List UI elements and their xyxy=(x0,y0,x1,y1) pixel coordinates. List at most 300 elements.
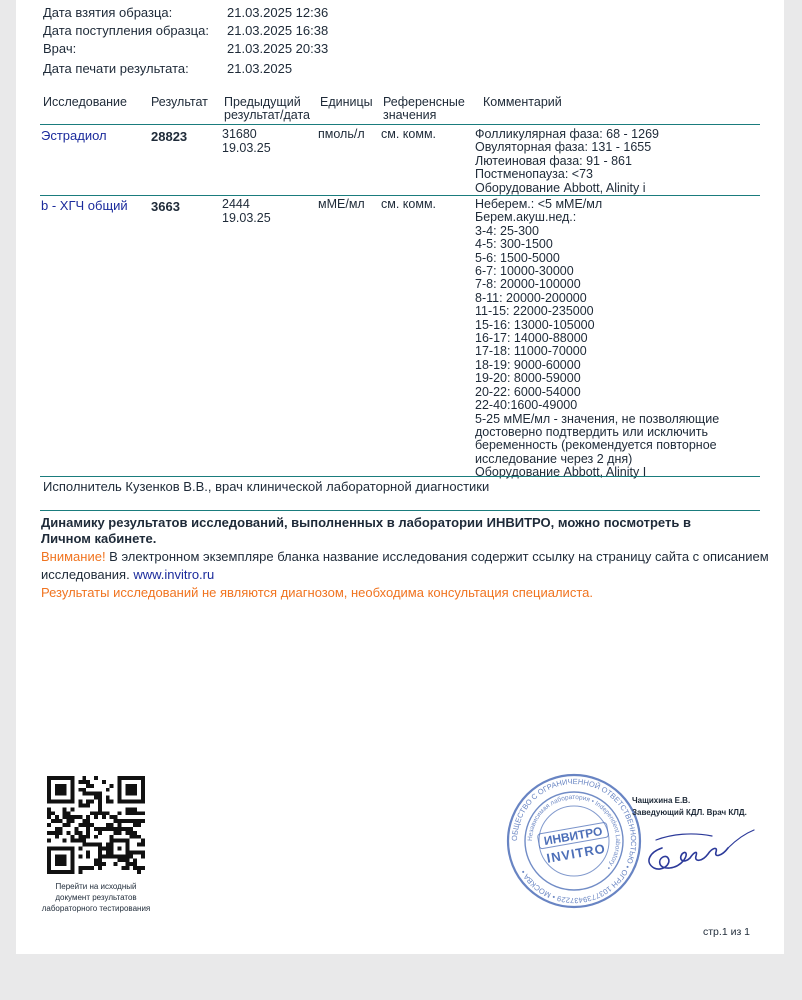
qr-module xyxy=(71,776,75,780)
qr-module xyxy=(82,835,86,839)
qr-module xyxy=(141,792,145,796)
qr-module xyxy=(98,803,102,807)
qr-module xyxy=(90,811,94,815)
qr-module xyxy=(51,776,55,780)
qr-module xyxy=(133,792,137,796)
qr-module xyxy=(106,788,110,792)
qr-caption-line: Перейти на исходный xyxy=(55,882,137,891)
qr-module xyxy=(86,803,90,807)
qr-module xyxy=(71,839,75,843)
header-result: Результат xyxy=(151,95,208,109)
qr-module xyxy=(78,847,82,851)
qr-module xyxy=(78,800,82,804)
qr-module xyxy=(55,835,59,839)
qr-module xyxy=(51,800,55,804)
qr-module xyxy=(67,870,71,874)
comment-block xyxy=(475,198,719,480)
qr-module xyxy=(110,843,114,847)
qr-module xyxy=(55,815,59,819)
qr-module xyxy=(133,784,137,788)
qr-module xyxy=(133,866,137,870)
qr-module xyxy=(110,800,114,804)
qr-module xyxy=(71,807,75,811)
qr-module xyxy=(125,800,129,804)
qr-module xyxy=(55,831,59,835)
qr-module xyxy=(71,780,75,784)
qr-module xyxy=(71,800,75,804)
qr-module xyxy=(59,784,63,788)
qr-module xyxy=(47,776,51,780)
qr-module xyxy=(114,819,118,823)
comment-line: 11-15: 22000-235000 xyxy=(475,304,594,319)
disclaimer-text: Результаты исследований не являются диагнозом, необходима консультация специалиста. xyxy=(41,585,593,600)
qr-module xyxy=(137,843,141,847)
qr-module xyxy=(121,866,125,870)
qr-module xyxy=(94,843,98,847)
qr-module xyxy=(98,807,102,811)
attention-line-1 xyxy=(41,548,769,566)
qr-module xyxy=(63,870,67,874)
qr-module xyxy=(82,776,86,780)
qr-module xyxy=(55,854,59,858)
qr-module xyxy=(102,827,106,831)
qr-module xyxy=(71,819,75,823)
qr-module xyxy=(47,792,51,796)
qr-module xyxy=(94,815,98,819)
qr-module xyxy=(125,788,129,792)
qr-module xyxy=(55,847,59,851)
qr-module xyxy=(98,792,102,796)
qr-module xyxy=(63,788,67,792)
qr-module xyxy=(90,800,94,804)
qr-module xyxy=(118,858,122,862)
attention-text: В электронном экземпляре бланка название исследования содержит ссылку на страницу сайта с описанием xyxy=(105,549,769,564)
qr-module xyxy=(47,780,51,784)
qr-module xyxy=(86,854,90,858)
qr-module xyxy=(137,850,141,854)
qr-module xyxy=(121,819,125,823)
qr-module xyxy=(55,819,59,823)
qr-module xyxy=(78,831,82,835)
qr-module xyxy=(118,784,122,788)
qr-module xyxy=(86,866,90,870)
qr-module xyxy=(129,862,133,866)
qr-module xyxy=(82,788,86,792)
qr-module xyxy=(110,847,114,851)
qr-module xyxy=(137,823,141,827)
qr-module xyxy=(59,858,63,862)
invitro-stamp xyxy=(503,770,645,912)
header-comment: Комментарий xyxy=(483,95,562,109)
qr-module xyxy=(114,831,118,835)
qr-module xyxy=(86,843,90,847)
qr-module xyxy=(78,780,82,784)
reference: см. комм. xyxy=(381,127,437,141)
comment-line: достоверно подтвердить или исключить xyxy=(475,424,709,439)
qr-module xyxy=(63,800,67,804)
qr-module xyxy=(98,843,102,847)
qr-module xyxy=(47,858,51,862)
qr-module xyxy=(106,811,110,815)
qr-module xyxy=(59,776,63,780)
qr-module xyxy=(86,780,90,784)
qr-module xyxy=(67,823,71,827)
comment-line: 16-17: 14000-88000 xyxy=(475,331,588,346)
qr-module xyxy=(129,776,133,780)
qr-module xyxy=(129,854,133,858)
qr-module xyxy=(102,780,106,784)
qr-module xyxy=(141,780,145,784)
previous-value: 31680 xyxy=(222,127,257,141)
qr-module xyxy=(98,866,102,870)
qr-module xyxy=(63,784,67,788)
qr-module xyxy=(71,862,75,866)
doctor-label: Врач: xyxy=(43,41,77,56)
qr-module xyxy=(133,858,137,862)
qr-module xyxy=(125,850,129,854)
qr-module xyxy=(137,866,141,870)
stamp-brand-en: INVITRO xyxy=(545,840,607,866)
qr-module xyxy=(125,843,129,847)
sample-received-value: 21.03.2025 16:38 xyxy=(227,23,329,38)
header-reference-2: значения xyxy=(383,108,437,122)
qr-module xyxy=(118,839,122,843)
header-study: Исследование xyxy=(43,95,127,109)
stamp-ring-text: ОБЩЕСТВО С ОГРАНИЧЕННОЙ ОТВЕТСТВЕННОСТЬЮ • ОГРН 1037739437229 • МОСКВА • xyxy=(509,776,639,906)
qr-module xyxy=(125,862,129,866)
header-reference-1: Референсные xyxy=(383,95,465,109)
qr-module xyxy=(125,792,129,796)
comment-line: 5-25 мМЕ/мл - значения, не позволяющие xyxy=(475,411,720,426)
qr-module xyxy=(110,827,114,831)
qr-module xyxy=(118,780,122,784)
qr-module xyxy=(133,835,137,839)
qr-module xyxy=(94,858,98,862)
qr-module xyxy=(129,811,133,815)
qr-module xyxy=(94,862,98,866)
qr-module xyxy=(125,839,129,843)
qr-module xyxy=(118,800,122,804)
qr-module xyxy=(63,815,67,819)
qr-module xyxy=(133,831,137,835)
qr-module xyxy=(137,819,141,823)
qr-module xyxy=(98,862,102,866)
sample-taken-label: Дата взятия образца: xyxy=(43,5,173,20)
qr-code-image[interactable] xyxy=(47,776,145,874)
qr-module xyxy=(55,800,59,804)
qr-module xyxy=(141,819,145,823)
dynamics-line-2: Личном кабинете. xyxy=(41,531,157,546)
qr-module xyxy=(78,815,82,819)
qr-module xyxy=(141,839,145,843)
header-units: Единицы xyxy=(320,95,373,109)
comment-line: Неберем.: <5 мМЕ/мл xyxy=(475,197,603,211)
qr-module xyxy=(114,827,118,831)
qr-module xyxy=(63,776,67,780)
qr-module xyxy=(63,847,67,851)
qr-module xyxy=(55,776,59,780)
qr-module xyxy=(47,862,51,866)
qr-module xyxy=(67,847,71,851)
comment-line: Овуляторная фаза: 131 - 1655 xyxy=(475,140,652,155)
qr-module xyxy=(137,776,141,780)
qr-module xyxy=(125,827,129,831)
qr-module xyxy=(71,784,75,788)
print-date-label: Дата печати результата: xyxy=(43,61,189,76)
qr-module xyxy=(141,800,145,804)
comment-line: 15-16: 13000-105000 xyxy=(475,317,595,332)
qr-module xyxy=(110,835,114,839)
qr-module xyxy=(63,792,67,796)
qr-module xyxy=(125,776,129,780)
qr-module xyxy=(59,827,63,831)
stamp-inner-text: Независимая лаборатория • Independent Laboratory • xyxy=(526,793,622,871)
comment-block xyxy=(475,128,659,195)
qr-module xyxy=(125,866,129,870)
dynamics-line-1: Динамику результатов исследований, выполненных в лаборатории ИНВИТРО, можно посмотреть в xyxy=(41,515,691,530)
attention-label: Внимание! xyxy=(41,549,106,564)
qr-module xyxy=(63,839,67,843)
qr-module xyxy=(98,827,102,831)
comment-line: беременность (рекомендуется повторное xyxy=(475,438,717,453)
qr-module xyxy=(67,819,71,823)
qr-module xyxy=(137,870,141,874)
comment-line: Фолликулярная фаза: 68 - 1269 xyxy=(475,127,659,141)
qr-module xyxy=(63,823,67,827)
qr-module xyxy=(51,847,55,851)
qr-module xyxy=(59,788,63,792)
qr-module xyxy=(63,858,67,862)
comment-line: 8-11: 20000-200000 xyxy=(475,290,587,305)
qr-module xyxy=(106,850,110,854)
qr-module xyxy=(137,835,141,839)
qr-module xyxy=(129,792,133,796)
qr-module xyxy=(98,858,102,862)
qr-module xyxy=(59,862,63,866)
qr-module xyxy=(98,811,102,815)
qr-module xyxy=(129,835,133,839)
qr-module xyxy=(86,827,90,831)
header-previous-2: результат/дата xyxy=(224,108,310,122)
qr-module xyxy=(133,800,137,804)
comment-line: Берем.акуш.нед.: xyxy=(475,210,577,225)
qr-module xyxy=(114,839,118,843)
qr-module xyxy=(118,823,122,827)
qr-module xyxy=(59,854,63,858)
qr-module xyxy=(55,862,59,866)
qr-module xyxy=(78,803,82,807)
qr-module xyxy=(67,800,71,804)
comment-line: исследование через 2 дня) xyxy=(475,451,633,466)
qr-module xyxy=(59,831,63,835)
qr-module xyxy=(118,854,122,858)
qr-module xyxy=(74,831,78,835)
study-link-estradiol[interactable]: Эстрадиол xyxy=(41,128,107,143)
qr-module xyxy=(55,858,59,862)
qr-module xyxy=(47,839,51,843)
qr-module xyxy=(110,839,114,843)
result-value: 28823 xyxy=(151,129,188,144)
signer-title: Заведующий КДЛ. Врач КЛД. xyxy=(632,808,747,817)
qr-module xyxy=(74,827,78,831)
qr-module xyxy=(47,807,51,811)
qr-module xyxy=(141,854,145,858)
qr-module xyxy=(129,800,133,804)
qr-module xyxy=(133,788,137,792)
qr-module xyxy=(98,796,102,800)
qr-module xyxy=(121,776,125,780)
previous-date: 19.03.25 xyxy=(222,211,271,225)
qr-module xyxy=(118,788,122,792)
qr-module xyxy=(71,858,75,862)
qr-module xyxy=(82,803,86,807)
attention-line-2 xyxy=(41,566,769,584)
previous-date: 19.03.25 xyxy=(222,141,271,155)
qr-module xyxy=(106,847,110,851)
qr-module xyxy=(141,796,145,800)
qr-module xyxy=(63,811,67,815)
qr-module xyxy=(118,811,122,815)
qr-module xyxy=(110,784,114,788)
qr-module xyxy=(98,800,102,804)
qr-module xyxy=(90,866,94,870)
qr-module xyxy=(125,784,129,788)
qr-module xyxy=(47,866,51,870)
qr-module xyxy=(133,850,137,854)
invitro-link[interactable]: www.invitro.ru xyxy=(133,567,215,582)
previous-value: 2444 xyxy=(222,197,250,211)
qr-module xyxy=(59,792,63,796)
comment-line: 17-18: 11000-70000 xyxy=(475,344,587,359)
qr-module xyxy=(90,784,94,788)
qr-module xyxy=(102,811,106,815)
stamp-brand-ru: ИНВИТРО xyxy=(542,824,604,849)
qr-module xyxy=(129,819,133,823)
result-value: 3663 xyxy=(151,199,180,214)
qr-module xyxy=(102,815,106,819)
sample-taken-value: 21.03.2025 12:36 xyxy=(227,5,329,20)
qr-module xyxy=(110,815,114,819)
qr-module xyxy=(133,862,137,866)
qr-module xyxy=(125,811,129,815)
qr-module xyxy=(86,815,90,819)
qr-module xyxy=(110,823,114,827)
qr-module xyxy=(141,811,145,815)
qr-module xyxy=(51,870,55,874)
qr-module xyxy=(71,847,75,851)
qr-module xyxy=(110,850,114,854)
qr-module xyxy=(74,815,78,819)
qr-module xyxy=(118,819,122,823)
qr-module xyxy=(67,776,71,780)
qr-module xyxy=(102,847,106,851)
section-rule xyxy=(40,510,760,511)
qr-module xyxy=(129,831,133,835)
qr-module xyxy=(47,850,51,854)
qr-module xyxy=(90,792,94,796)
qr-module xyxy=(129,850,133,854)
qr-module xyxy=(71,854,75,858)
qr-module xyxy=(141,843,145,847)
qr-module xyxy=(71,792,75,796)
qr-module xyxy=(98,847,102,851)
qr-module xyxy=(71,835,75,839)
qr-module xyxy=(47,870,51,874)
qr-module xyxy=(121,839,125,843)
qr-module xyxy=(118,831,122,835)
qr-module xyxy=(94,835,98,839)
qr-module xyxy=(106,800,110,804)
qr-module xyxy=(133,776,137,780)
qr-module xyxy=(82,819,86,823)
qr-module xyxy=(47,788,51,792)
comment-line: 22-40:1600-49000 xyxy=(475,398,578,413)
print-date-value: 21.03.2025 xyxy=(227,61,293,76)
qr-module xyxy=(47,800,51,804)
qr-module xyxy=(86,800,90,804)
qr-module xyxy=(71,788,75,792)
qr-module xyxy=(94,811,98,815)
qr-module xyxy=(51,831,55,835)
qr-module xyxy=(137,800,141,804)
qr-module xyxy=(133,823,137,827)
qr-module xyxy=(102,862,106,866)
qr-code[interactable] xyxy=(47,776,145,874)
qr-module xyxy=(86,835,90,839)
qr-module xyxy=(129,788,133,792)
qr-module xyxy=(51,819,55,823)
units: мМЕ/мл xyxy=(318,197,365,211)
qr-module xyxy=(59,847,63,851)
qr-module xyxy=(74,839,78,843)
qr-module xyxy=(141,776,145,780)
qr-module xyxy=(59,800,63,804)
qr-module xyxy=(71,866,75,870)
qr-module xyxy=(59,870,63,874)
qr-module xyxy=(63,854,67,858)
qr-module xyxy=(71,870,75,874)
qr-module xyxy=(106,823,110,827)
attention-note xyxy=(41,548,769,602)
qr-module xyxy=(137,811,141,815)
dynamics-note xyxy=(41,515,691,547)
qr-module xyxy=(55,870,59,874)
signer-name: Чащихина Е.В. xyxy=(632,796,691,805)
qr-module xyxy=(141,784,145,788)
qr-module xyxy=(125,831,129,835)
qr-module xyxy=(47,854,51,858)
handwritten-signature xyxy=(632,818,762,884)
comment-line: 7-8: 20000-100000 xyxy=(475,277,581,292)
qr-module xyxy=(118,776,122,780)
units: пмоль/л xyxy=(318,127,365,141)
comment-line: 5-6: 1500-5000 xyxy=(475,250,560,265)
qr-module xyxy=(90,843,94,847)
table-header-rule xyxy=(40,124,760,125)
study-link-hcg[interactable]: b - ХГЧ общий xyxy=(41,198,128,213)
sample-received-label: Дата поступления образца: xyxy=(43,23,209,38)
qr-module xyxy=(141,788,145,792)
qr-module xyxy=(47,831,51,835)
qr-module xyxy=(78,870,82,874)
qr-module xyxy=(125,819,129,823)
qr-module xyxy=(125,807,129,811)
qr-module xyxy=(78,788,82,792)
qr-module xyxy=(102,854,106,858)
qr-module xyxy=(106,843,110,847)
qr-module xyxy=(67,831,71,835)
qr-module xyxy=(78,839,82,843)
